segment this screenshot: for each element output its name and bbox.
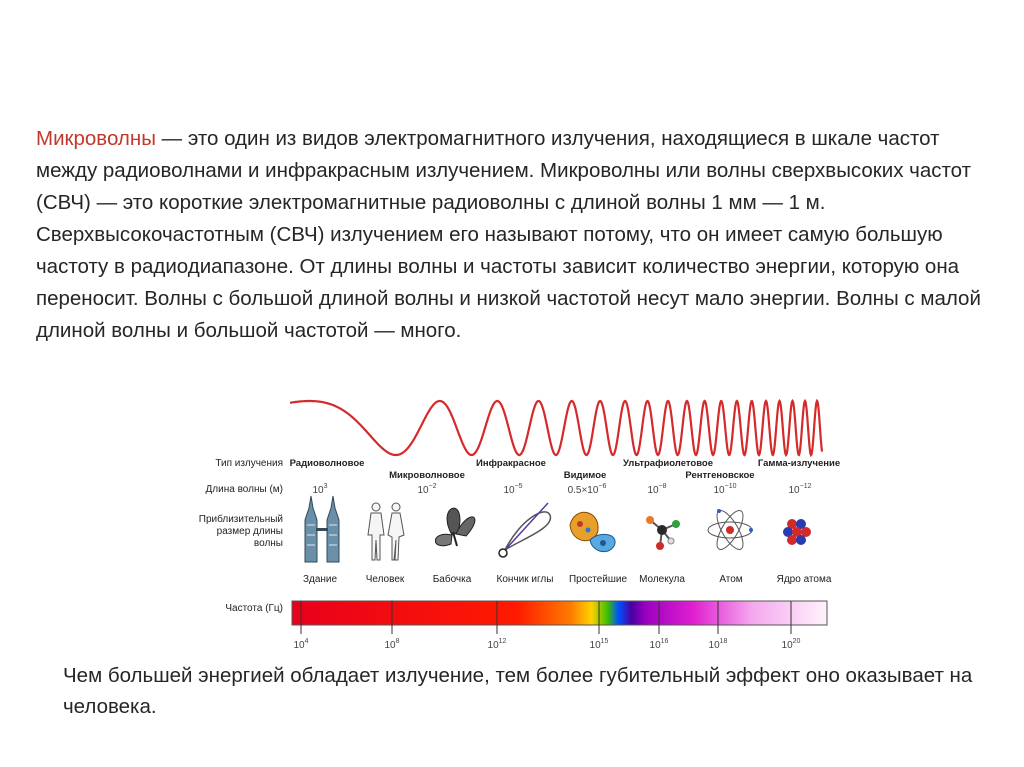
row-label-type: Тип излучения [215,458,283,469]
object-label: Кончик иглы [496,574,554,585]
type-radio: Радиоволновое [289,458,365,469]
object-label: Здание [302,574,338,585]
type-infrared: Инфракрасное [476,458,546,469]
butterfly-icon [435,508,475,546]
frequency-value: $10^{18}$ [708,638,728,651]
atom-icon [708,507,753,553]
object-label: Атом [719,574,743,585]
intro-text: — это один из видов электромагнитного излучения, находящиеся в шкале частот между радиоволнами и инфракрасным излучением. Микроволны или волны сверхвысоких частот (СВЧ) — это короткие электромагнитные радиоволны с длиной волны 1 мм — 1 м. Сверхвысокочастотным (СВЧ) излучением его называют потому, что он имеет самую большую частоту в радиодиапазоне. От длины волны и частоты зависит количество энергии, которую она переносит. Волны с большой длиной волны и низкой частотой несут мало энергии. Волны с малой длиной волны и большой частотой — много. [36,127,981,342]
frequency-value: $10^{16}$ [649,638,669,651]
conclusion-paragraph: Чем большей энергией обладает излучение, тем более губительный эффект оно оказывает на человека. [63,664,973,718]
frequency-value: $10^{15}$ [589,638,609,651]
wavelength-value: $10^{-2}$ [417,483,437,496]
building-icon [305,496,339,562]
frequency-value: $10^8$ [384,638,400,651]
wavelength-value: $10^3$ [312,483,328,496]
protozoa-icon [570,512,615,551]
human-icon [368,503,404,560]
object-label: Ядро атома [776,574,832,585]
term-highlight: Микроволны [36,127,156,150]
nucleus-icon [783,519,811,545]
type-microwave: Микроволновое [389,470,465,481]
frequency-value: $10^{20}$ [781,638,801,651]
wavelength-value: $10^{-5}$ [503,483,523,496]
type-ultraviolet: Ультрафиолетовое [622,458,714,469]
row-label-size-3: волны [253,538,283,549]
needle-icon [499,503,550,557]
frequency-value: $10^{12}$ [487,638,507,651]
row-label-frequency: Частота (Гц) [225,603,283,614]
row-label-size-1: Приблизительный [198,514,283,525]
type-gamma: Гамма-излучение [757,458,841,469]
object-label: Человек [365,574,405,585]
wavelength-value: $0.5\times 10^{-6}$ [567,483,607,496]
row-label-wavelength: Длина волны (м) [205,484,283,495]
object-label: Молекула [639,574,685,585]
molecule-icon [646,516,680,550]
object-label: Бабочка [432,574,472,585]
wavelength-value: $10^{-10}$ [713,483,737,496]
wave-line [290,401,822,455]
frequency-value: $10^4$ [293,638,309,651]
frequency-spectrum-bar [292,601,827,625]
row-label-size-2: размер длины [216,526,283,537]
type-visible: Видимое [563,470,607,481]
type-xray: Рентгеновское [685,470,755,481]
wavelength-value: $10^{-12}$ [788,483,812,496]
wavelength-value: $10^{-8}$ [647,483,667,496]
object-label: Простейшие [568,574,628,585]
